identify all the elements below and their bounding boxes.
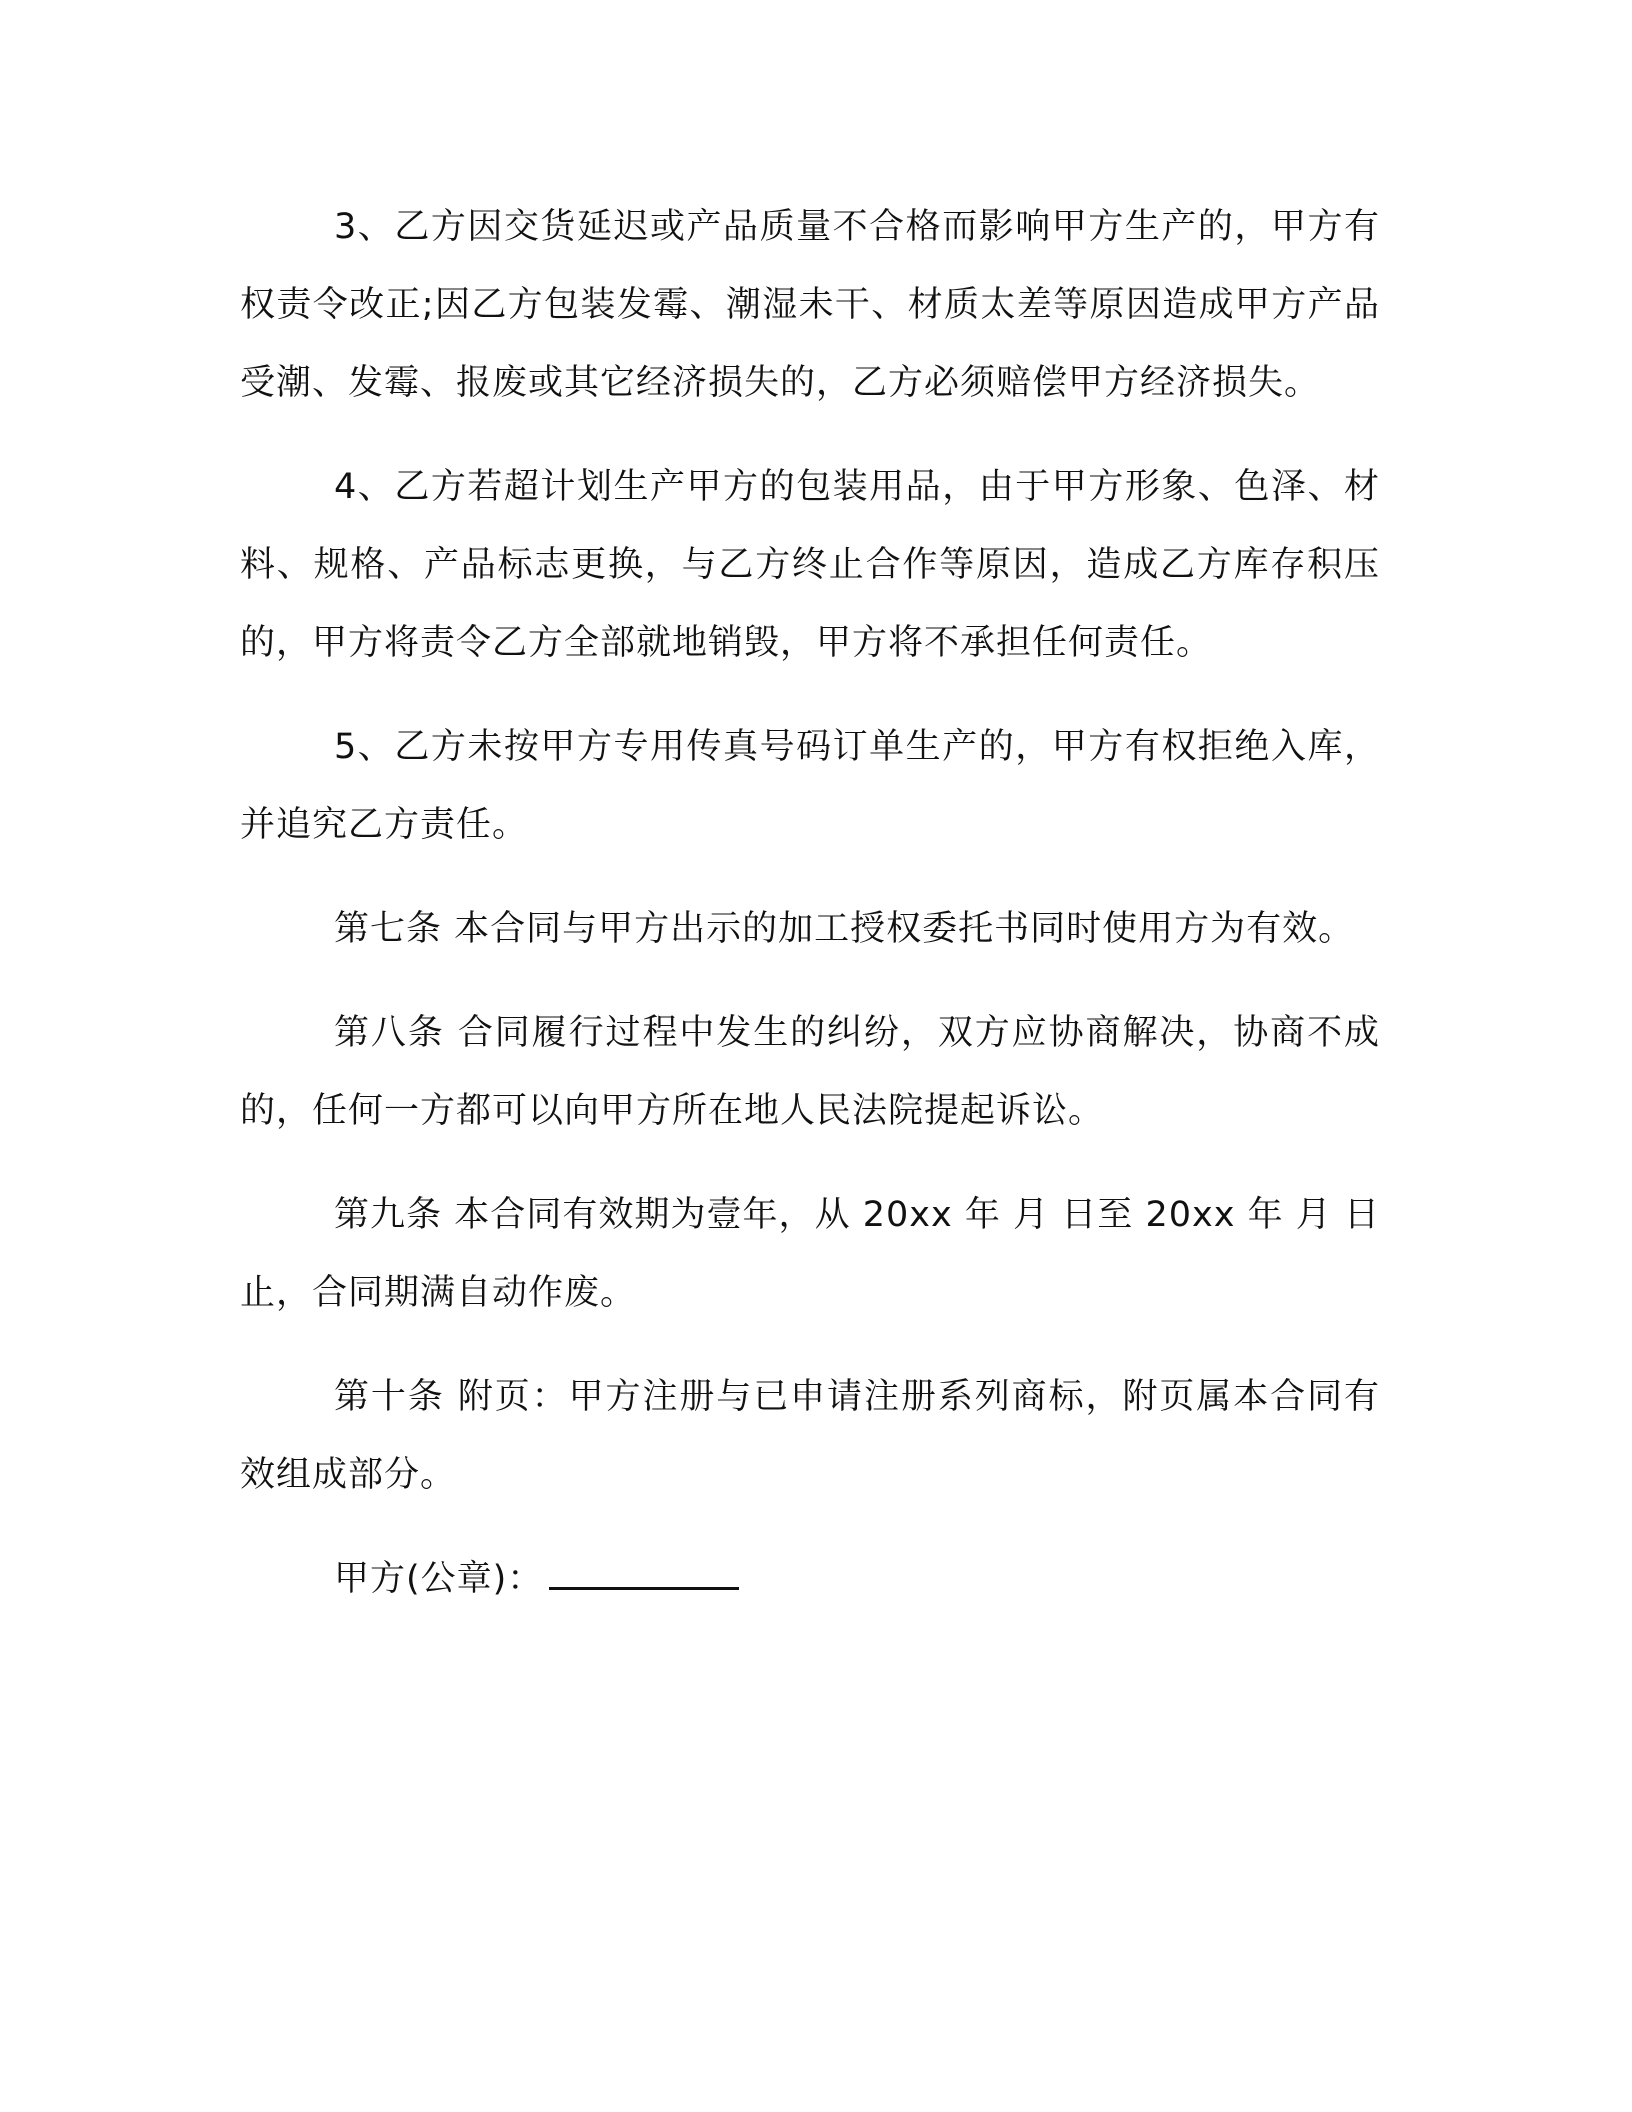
article-8: 第八条 合同履行过程中发生的纠纷，双方应协商解决，协商不成的，任何一方都可以向甲方所在地人民法院提起诉讼。 [240, 1013, 1380, 1131]
clause-5: 5、乙方未按甲方专用传真号码订单生产的，甲方有权拒绝入库，并追究乙方责任。 [240, 727, 1380, 845]
clause-4: 4、乙方若超计划生产甲方的包装用品，由于甲方形象、色泽、材料、规格、产品标志更换，与乙方终止合作等原因，造成乙方库存积压的，甲方将责令乙方全部就地销毁，甲方将不承担任何责任。 [240, 467, 1380, 663]
party-a-seal-label: 甲方(公章)： [334, 1559, 544, 1599]
article-7: 第七条 本合同与甲方出示的加工授权委托书同时使用方为有效。 [334, 909, 1355, 949]
signature-blank [549, 1553, 739, 1590]
article-9: 第九条 本合同有效期为壹年，从 20xx 年 月 日至 20xx 年 月 日止，合同期满自动作废。 [240, 1195, 1380, 1313]
document-body [240, 188, 1380, 1618]
signature-line [240, 1540, 1380, 1618]
article-10: 第十条 附页：甲方注册与已申请注册系列商标，附页属本合同有效组成部分。 [240, 1377, 1380, 1495]
clause-3: 3、乙方因交货延迟或产品质量不合格而影响甲方生产的，甲方有权责令改正;因乙方包装发霉、潮湿未干、材质太差等原因造成甲方产品受潮、发霉、报废或其它经济损失的，乙方必须赔偿甲方经济损失。 [240, 207, 1380, 403]
